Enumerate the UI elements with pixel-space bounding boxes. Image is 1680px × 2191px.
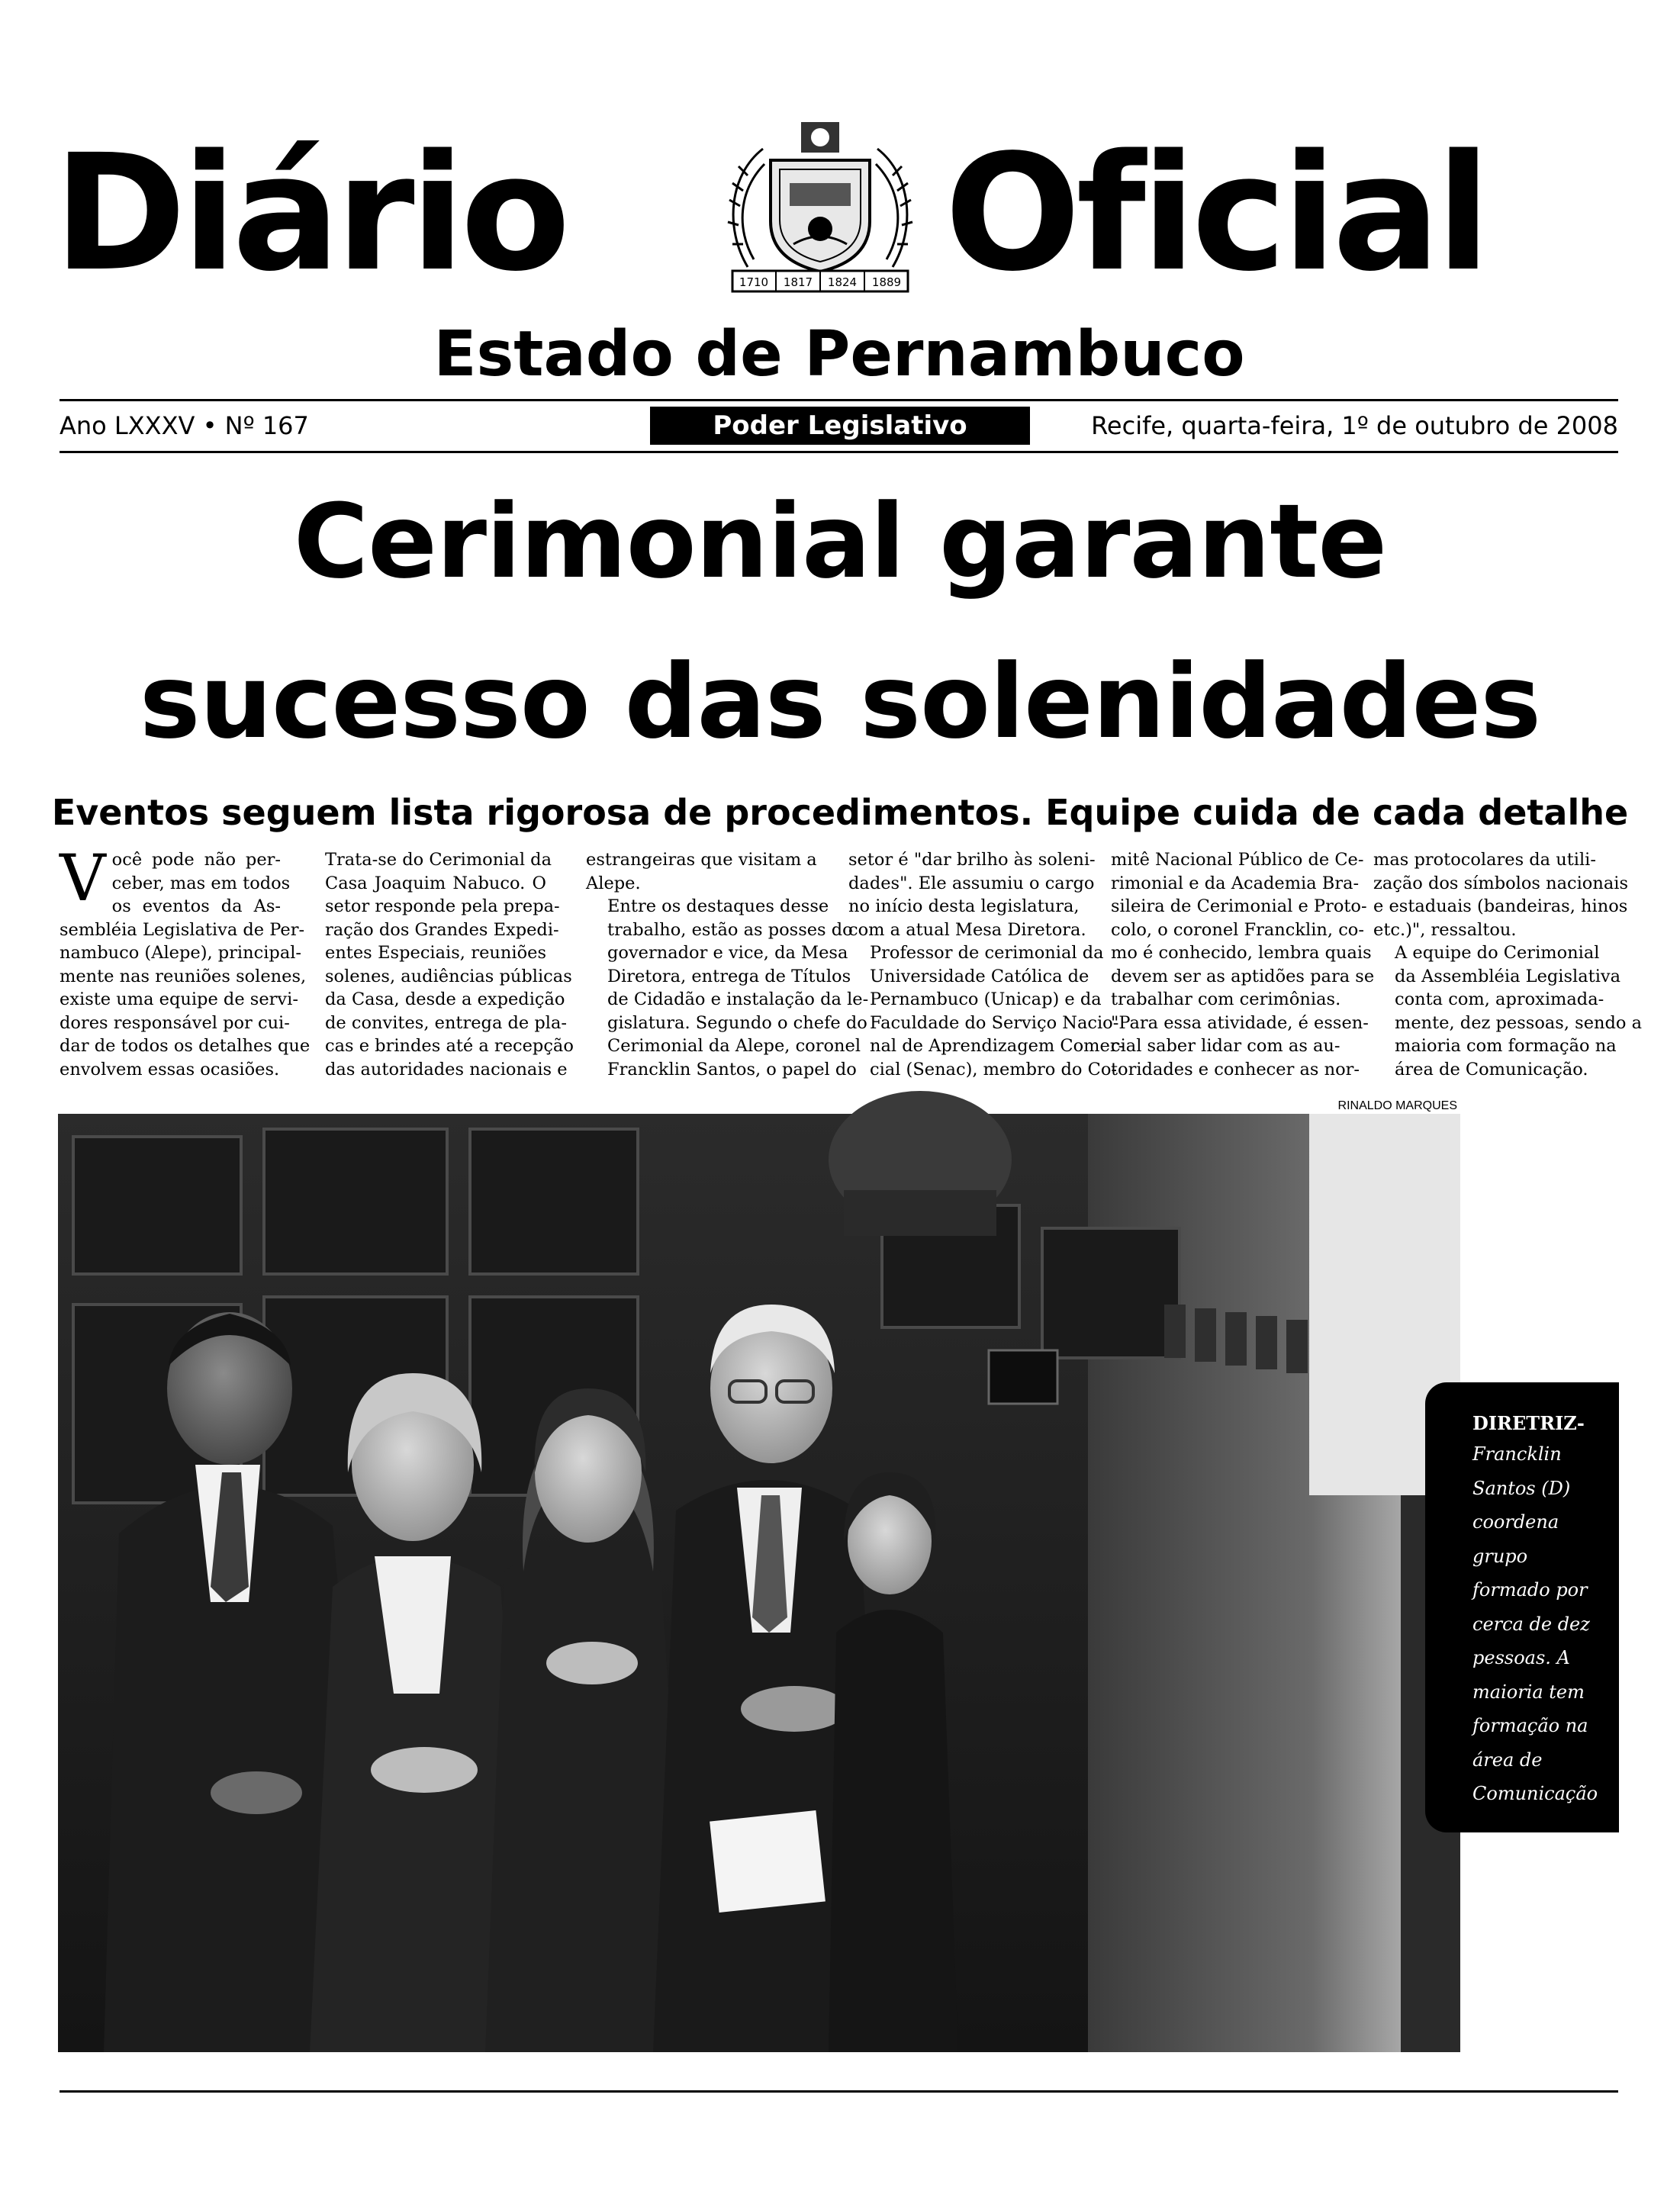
article-column-3 <box>586 848 869 1081</box>
article-line: de Cidadão e instalação da le- <box>607 989 869 1009</box>
caption-line: maioria tem <box>1472 1681 1585 1703</box>
article-line: Casa Joaquim Nabuco. O <box>325 873 546 893</box>
caption-line: formado por <box>1472 1579 1588 1601</box>
caption-line: grupo <box>1472 1545 1528 1567</box>
article-column-1 <box>60 841 311 1081</box>
article-line: nal de Aprendizagem Comer- <box>870 1036 1125 1056</box>
article-line: sileira de Cerimonial e Proto- <box>1111 896 1367 916</box>
article-line: governador e vice, da Mesa <box>607 943 848 963</box>
article-line: mas protocolares da utili- <box>1373 850 1596 870</box>
bottom-rule <box>60 2090 1618 2093</box>
article-line: solenes, audiências públicas <box>325 966 572 986</box>
article-column-5 <box>1111 848 1375 1081</box>
article-column-4 <box>848 848 1125 1081</box>
article-paragraph <box>325 848 574 1081</box>
article-line: da Casa, desde a expedição <box>325 989 565 1009</box>
article-line: estrangeiras que visitam a <box>586 850 817 870</box>
article-paragraph <box>586 848 817 895</box>
masthead-subtitle: Estado de Pernambuco <box>433 318 1245 391</box>
article-line: trabalho, estão as posses do <box>607 919 853 940</box>
article-line: ração dos Grandes Expedi- <box>325 919 559 940</box>
article-line: Professor de cerimonial da <box>870 943 1104 963</box>
article-line: Francklin Santos, o papel do <box>607 1059 857 1079</box>
news-photo <box>58 1114 1460 2052</box>
article-line: envolvem essas ocasiões. <box>60 1059 280 1079</box>
article-line: mo é conhecido, lembra quais <box>1111 943 1372 963</box>
article-line: mente nas reuniões solenes, <box>60 966 307 986</box>
article-column-2 <box>325 848 574 1081</box>
article-paragraph <box>848 941 1125 1081</box>
article-line: das autoridades nacionais e <box>325 1059 568 1079</box>
caption-line: cerca de dez <box>1472 1613 1590 1635</box>
article-paragraph <box>60 841 311 1081</box>
section-label: Poder Legislativo <box>650 407 1030 445</box>
article-line: e estaduais (bandeiras, hinos <box>1373 896 1628 916</box>
edition-number: Ano LXXXV • Nº 167 <box>60 411 309 440</box>
article-paragraph <box>1111 848 1375 1081</box>
article-line: Alepe. <box>586 873 641 893</box>
caption-line: área de <box>1472 1749 1543 1771</box>
article-line: cial (Senac), membro do Co- <box>870 1059 1117 1079</box>
caption-line: Francklin <box>1472 1443 1562 1465</box>
article-line: cial saber lidar com as au- <box>1111 1036 1340 1056</box>
drop-cap: V <box>60 841 106 915</box>
article-line: existe uma equipe de servi- <box>60 989 298 1009</box>
masthead-title-left: Diário <box>53 120 566 307</box>
article-line: Pernambuco (Unicap) e da <box>870 989 1102 1009</box>
article-line: área de Comunicação. <box>1395 1059 1588 1079</box>
article-line: mente, dez pessoas, sendo a <box>1395 1012 1643 1033</box>
crest-year-1: 1710 <box>739 275 769 289</box>
article-line: de convites, entrega de pla- <box>325 1012 567 1033</box>
article-line: maioria com formação na <box>1395 1036 1617 1056</box>
article-line: Cerimonial da Alepe, coronel <box>607 1036 861 1056</box>
photo-credit: RINALDO MARQUES <box>1337 1099 1457 1112</box>
article-line: no início desta legislatura, <box>848 896 1080 916</box>
article-line: devem ser as aptidões para se <box>1111 966 1375 986</box>
article-line: Universidade Católica de <box>870 966 1089 986</box>
article-line: rimonial e da Academia Bra- <box>1111 873 1360 893</box>
masthead-title-right: Oficial <box>945 120 1487 307</box>
article-line: toridades e conhecer as nor- <box>1111 1059 1360 1079</box>
caption-line: formação na <box>1472 1715 1588 1736</box>
article-line: com a atual Mesa Diretora. <box>848 919 1086 940</box>
article-line: mitê Nacional Público de Ce- <box>1111 850 1364 870</box>
article-paragraph <box>1373 848 1628 941</box>
article-line: ceber, mas em todos <box>111 873 291 893</box>
article-line: "Para essa atividade, é essen- <box>1111 1012 1369 1033</box>
top-rule <box>60 399 1618 401</box>
article-line: conta com, aproximada- <box>1395 989 1604 1009</box>
article-paragraph <box>586 895 869 1081</box>
caption-line: pessoas. A <box>1472 1647 1570 1668</box>
article-line: Diretora, entrega de Títulos <box>607 966 851 986</box>
article-line: etc.)", ressaltou. <box>1373 919 1517 940</box>
article-line: da Assembléia Legislativa <box>1395 966 1621 986</box>
article-line: ocê pode não per- <box>111 850 281 870</box>
crest-year-3: 1824 <box>827 275 858 289</box>
article-line: dar de todos os detalhes que <box>60 1036 311 1056</box>
article-line: colo, o coronel Francklin, co- <box>1111 919 1364 940</box>
info-bar-bottom-rule <box>60 451 1618 453</box>
state-coat-of-arms <box>717 114 923 298</box>
headline-line-1: Cerimonial garante <box>293 482 1387 601</box>
article-line: Trata-se do Cerimonial da <box>325 850 552 870</box>
photo-caption-tag: DIRETRIZ- <box>1472 1412 1585 1434</box>
article-line: trabalhar com cerimônias. <box>1111 989 1341 1009</box>
article-line: dades". Ele assumiu o cargo <box>848 873 1095 893</box>
article-line: Faculdade do Serviço Nacio- <box>870 1012 1119 1033</box>
headline-deck: Eventos seguem lista rigorosa de procedimentos. Equipe cuida de cada detalhe <box>51 792 1629 833</box>
article-line: nambuco (Alepe), principal- <box>60 943 302 963</box>
crest-year-2: 1817 <box>783 275 813 289</box>
article-paragraph <box>1373 941 1643 1081</box>
article-line: gislatura. Segundo o chefe do <box>607 1012 867 1033</box>
caption-line: coordena <box>1472 1511 1559 1533</box>
caption-line: Santos (D) <box>1472 1477 1571 1499</box>
article-line: entes Especiais, reuniões <box>325 943 546 963</box>
photo-caption-text <box>1472 1437 1610 1811</box>
article-line: os eventos da As- <box>111 896 281 916</box>
article-line: A equipe do Cerimonial <box>1395 943 1600 963</box>
article-line: sembléia Legislativa de Per- <box>60 919 305 940</box>
article-paragraph <box>848 848 1096 941</box>
publication-date: Recife, quarta-feira, 1º de outubro de 2008 <box>1091 411 1618 440</box>
photo-illustration <box>58 1114 1460 2052</box>
article-line: setor responde pela prepa- <box>325 896 560 916</box>
article-column-6 <box>1373 848 1643 1081</box>
article-line: dores responsável por cui- <box>60 1012 290 1033</box>
caption-line: Comunicação <box>1472 1783 1598 1804</box>
crest-year-4: 1889 <box>871 275 902 289</box>
article-line: setor é "dar brilho às soleni- <box>848 850 1096 870</box>
article-line: zação dos símbolos nacionais <box>1373 873 1628 893</box>
article-line: Entre os destaques desse <box>607 896 829 916</box>
headline-line-2: sucesso das solenidades <box>139 642 1541 761</box>
article-line: cas e brindes até a recepção <box>325 1036 574 1056</box>
